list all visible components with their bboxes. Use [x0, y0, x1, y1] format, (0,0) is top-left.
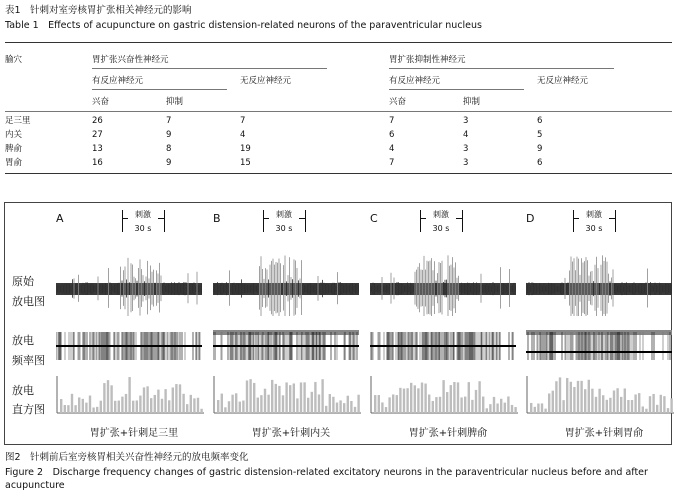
histogram-bar — [264, 389, 266, 413]
histogram-bar — [221, 394, 223, 413]
histogram-bar — [190, 395, 192, 413]
sub-header-responsive-excit: 有反应神经元 — [92, 76, 144, 86]
h-excite-2: 兴奋 — [389, 97, 407, 107]
histogram-bar — [464, 397, 466, 413]
histogram-bar — [67, 405, 69, 413]
table-row-label: 足三里 — [5, 116, 31, 126]
histogram-bar — [154, 395, 156, 413]
histogram-bar — [555, 381, 557, 413]
histogram-bar — [132, 401, 134, 413]
histogram-bar — [64, 405, 66, 413]
histogram-bar — [486, 408, 488, 413]
group-header-excitatory: 胃扩张兴奋性神经元 — [92, 55, 169, 65]
table-cell: 6 — [537, 158, 543, 168]
histogram-bar — [602, 395, 604, 413]
sub-rule-inhib — [389, 89, 524, 90]
table-cell: 6 — [537, 116, 543, 126]
histogram-bar — [496, 403, 498, 413]
histogram-bar — [424, 384, 426, 413]
histogram-bar — [385, 407, 387, 413]
stimulus-tick-right — [462, 210, 463, 232]
row-label-raw-1: 原始 — [12, 275, 34, 288]
stimulus-label: 刺激 — [426, 210, 456, 219]
row-label-hist-2: 直方图 — [12, 403, 45, 416]
histogram-bar — [660, 395, 662, 413]
table-cell: 9 — [166, 130, 172, 140]
stimulus-marker — [573, 208, 617, 238]
histogram-bar — [307, 398, 309, 413]
histogram-bar — [60, 399, 62, 413]
histogram-bar — [82, 399, 84, 413]
histogram-bar — [164, 389, 166, 413]
raw-discharge-trace — [213, 246, 359, 316]
panel-caption: 胃扩张+针刺胃俞 — [564, 428, 644, 439]
histogram-bar — [642, 406, 644, 413]
header-bottom-rule — [5, 111, 672, 112]
histogram-bar — [143, 387, 145, 413]
histogram-bar — [125, 394, 127, 413]
histogram-bar — [414, 385, 416, 413]
histogram-bar — [634, 394, 636, 413]
histogram-bar — [139, 396, 141, 413]
histogram-bar — [667, 408, 669, 413]
time-scale-label: 30 s — [432, 224, 450, 233]
histogram-bar — [638, 393, 640, 413]
histogram-bar — [645, 409, 647, 413]
table-bottom-rule — [5, 173, 672, 174]
table-cell: 4 — [463, 130, 469, 140]
histogram-bar — [541, 403, 543, 413]
table-cell: 26 — [92, 116, 103, 126]
table-cell: 4 — [389, 144, 395, 154]
histogram-bar — [146, 386, 148, 413]
discharge-histogram — [526, 374, 676, 414]
firing-rate-raster — [526, 330, 672, 362]
histogram-bar — [388, 397, 390, 413]
histogram-bar — [92, 407, 94, 413]
stimulus-tick-left — [263, 210, 264, 232]
raw-discharge-trace — [526, 246, 672, 316]
histogram-bar — [504, 403, 506, 413]
panel-letter: A — [56, 212, 64, 225]
histogram-bar — [339, 400, 341, 413]
histogram-bar — [478, 381, 480, 413]
table-cell: 19 — [240, 144, 251, 154]
table-cell: 8 — [166, 144, 172, 154]
histogram-bar — [530, 403, 532, 413]
histogram-bar — [406, 388, 408, 413]
time-scale-label: 30 s — [275, 224, 293, 233]
histogram-bar — [439, 397, 441, 413]
table-cell: 13 — [92, 144, 103, 154]
table-cell: 27 — [92, 130, 103, 140]
histogram-bar — [71, 394, 73, 413]
histogram-bar — [136, 400, 138, 413]
histogram-bar — [157, 390, 159, 413]
histogram-bar — [314, 382, 316, 413]
histogram-bar — [609, 398, 611, 413]
firing-rate-raster — [370, 330, 516, 362]
histogram-bar — [332, 397, 334, 413]
sub-rule-excit — [92, 89, 227, 90]
histogram-bar — [537, 404, 539, 413]
histogram-bar — [471, 400, 473, 413]
histogram-bar — [559, 377, 561, 413]
histogram-bar — [78, 397, 80, 413]
histogram-bar — [271, 380, 273, 413]
histogram-bar — [606, 400, 608, 413]
table-cell: 7 — [389, 116, 395, 126]
histogram-bar — [656, 405, 658, 413]
table-cell: 7 — [240, 116, 246, 126]
stimulus-marker — [122, 208, 166, 238]
figure-caption-en-1: Figure 2 Discharge frequency changes of gastric distension-related excitatory neurons in the paraventricular nucleus before and after — [5, 467, 648, 478]
group-rule-excitatory — [92, 68, 327, 69]
histogram-bar — [325, 406, 327, 413]
sub-header-nonresponsive-inhib: 无反应神经元 — [537, 76, 589, 86]
stimulus-tick-left — [573, 210, 574, 232]
row-label-rate-1: 放电 — [12, 334, 34, 347]
histogram-bar — [128, 377, 130, 413]
histogram-bar — [620, 397, 622, 413]
table-cell: 4 — [240, 130, 246, 140]
histogram-bar — [435, 397, 437, 413]
panel-caption: 胃扩张+针刺内关 — [251, 428, 331, 439]
histogram-bar — [624, 388, 626, 413]
histogram-bar — [231, 395, 233, 413]
histogram-bar — [580, 381, 582, 413]
row-label-raw-2: 放电图 — [12, 295, 45, 308]
table-cell: 9 — [166, 158, 172, 168]
histogram-bar — [450, 385, 452, 413]
discharge-histogram — [370, 374, 520, 414]
histogram-bar — [110, 385, 112, 413]
histogram-bar — [300, 382, 302, 413]
sub-header-responsive-inhib: 有反应神经元 — [389, 76, 441, 86]
histogram-bar — [534, 407, 536, 413]
histogram-bar — [257, 398, 259, 413]
histogram-bar — [100, 401, 102, 413]
histogram-bar — [175, 384, 177, 413]
histogram-bar — [172, 387, 174, 413]
group-header-inhibitory: 胃扩张抑制性神经元 — [389, 55, 466, 65]
table-cell: 7 — [389, 158, 395, 168]
histogram-bar — [652, 394, 654, 413]
table-cell: 7 — [166, 116, 172, 126]
stimulus-tick-right — [164, 210, 165, 232]
sub-header-nonresponsive-excit: 无反应神经元 — [240, 76, 292, 86]
histogram-bar — [432, 401, 434, 413]
histogram-bar — [460, 397, 462, 413]
panel-caption: 胃扩张+针刺足三里 — [89, 428, 179, 439]
histogram-bar — [489, 404, 491, 413]
histogram-bar — [591, 389, 593, 413]
histogram-bar — [457, 382, 459, 413]
table-row-label: 内关 — [5, 130, 23, 140]
table-cell: 16 — [92, 158, 103, 168]
histogram-bar — [347, 396, 349, 413]
stimulus-tick-left — [122, 210, 123, 232]
table-row-label: 脾俞 — [5, 144, 23, 154]
histogram-bar — [396, 395, 398, 413]
stimulus-label: 刺激 — [579, 210, 609, 219]
histogram-bar — [453, 382, 455, 413]
histogram-bar — [350, 401, 352, 413]
histogram-bar — [663, 396, 665, 413]
histogram-bar — [482, 397, 484, 413]
histogram-bar — [228, 401, 230, 413]
raw-discharge-trace — [56, 246, 202, 316]
histogram-bar — [249, 379, 251, 413]
histogram-bar — [267, 395, 269, 413]
histogram-bar — [197, 398, 199, 413]
table-cell: 3 — [463, 144, 469, 154]
histogram-bar — [584, 389, 586, 413]
histogram-bar — [296, 398, 298, 413]
discharge-histogram — [56, 374, 206, 414]
histogram-bar — [475, 390, 477, 413]
h-inhibit-1: 抑制 — [166, 97, 184, 107]
histogram-bar — [278, 386, 280, 413]
histogram-bar — [168, 400, 170, 413]
histogram-bar — [357, 395, 359, 413]
histogram-bar — [293, 383, 295, 413]
histogram-bar — [246, 380, 248, 413]
histogram-bar — [570, 382, 572, 413]
figure-caption-en-2: acupuncture — [5, 480, 65, 491]
histogram-bar — [354, 407, 356, 413]
histogram-bar — [318, 394, 320, 413]
histogram-bar — [378, 395, 380, 413]
histogram-bar — [311, 392, 313, 413]
stimulus-marker — [263, 208, 307, 238]
table-row-label: 胃俞 — [5, 158, 23, 168]
histogram-bar — [403, 389, 405, 413]
histogram-bar — [588, 380, 590, 413]
histogram-bar — [613, 390, 615, 413]
histogram-bar — [118, 401, 120, 413]
row-label-rate-2: 频率图 — [12, 354, 45, 367]
histogram-bar — [85, 403, 87, 413]
col-header-acupoint: 腧穴 — [5, 55, 23, 65]
histogram-bar — [285, 382, 287, 413]
histogram-bar — [260, 395, 262, 413]
histogram-bar — [275, 384, 277, 413]
histogram-bar — [421, 383, 423, 413]
histogram-bar — [289, 385, 291, 413]
histogram-bar — [107, 380, 109, 413]
histogram-bar — [552, 391, 554, 413]
firing-rate-raster — [213, 330, 359, 362]
histogram-bar — [321, 379, 323, 413]
row-label-hist-1: 放电 — [12, 384, 34, 397]
histogram-bar — [179, 384, 181, 413]
histogram-bar — [446, 392, 448, 413]
histogram-bar — [392, 394, 394, 413]
raw-discharge-trace — [370, 246, 516, 316]
histogram-bar — [161, 399, 163, 413]
table-cell: 6 — [389, 130, 395, 140]
histogram-bar — [649, 396, 651, 413]
histogram-bar — [329, 394, 331, 413]
histogram-bar — [200, 409, 202, 413]
table-top-rule — [5, 42, 672, 43]
histogram-bar — [417, 388, 419, 413]
histogram-bar — [343, 403, 345, 413]
histogram-bar — [562, 400, 564, 413]
table-cell: 9 — [537, 144, 543, 154]
table-title-cn: 表1 针刺对室旁核胃扩张相关神经元的影响 — [5, 5, 192, 16]
raw-trace-baseline — [526, 283, 672, 295]
histogram-bar — [511, 405, 513, 413]
histogram-bar — [627, 400, 629, 413]
discharge-histogram — [213, 374, 363, 414]
histogram-bar — [566, 378, 568, 413]
histogram-bar — [577, 381, 579, 413]
stimulus-tick-left — [420, 210, 421, 232]
histogram-bar — [500, 399, 502, 413]
stimulus-tick-right — [615, 210, 616, 232]
histogram-bar — [282, 395, 284, 413]
stimulus-tick-right — [305, 210, 306, 232]
histogram-bar — [121, 397, 123, 413]
histogram-bar — [670, 398, 672, 413]
table-cell: 5 — [537, 130, 543, 140]
table-title-en: Table 1 Effects of acupuncture on gastric distension-related neurons of the paraventricular nucleus — [5, 20, 482, 31]
histogram-bar — [193, 398, 195, 413]
table-cell: 3 — [463, 158, 469, 168]
histogram-bar — [217, 400, 219, 413]
table-cell: 15 — [240, 158, 251, 168]
histogram-bar — [442, 380, 444, 413]
histogram-bar — [493, 397, 495, 413]
histogram-bar — [468, 382, 470, 413]
histogram-bar — [239, 402, 241, 413]
histogram-bar — [428, 395, 430, 413]
panel-letter: B — [213, 212, 221, 225]
histogram-bar — [89, 396, 91, 413]
histogram-bar — [573, 387, 575, 413]
histogram-bar — [224, 407, 226, 413]
histogram-bar — [598, 389, 600, 413]
histogram-bar — [74, 405, 76, 413]
histogram-bar — [303, 382, 305, 413]
histogram-bar — [186, 404, 188, 413]
panel-letter: C — [370, 212, 378, 225]
histogram-bar — [410, 383, 412, 413]
histogram-bar — [548, 393, 550, 413]
histogram-bar — [381, 402, 383, 413]
histogram-bar — [631, 400, 633, 413]
histogram-bar — [253, 383, 255, 413]
stimulus-label: 刺激 — [269, 210, 299, 219]
histogram-bar — [514, 407, 516, 413]
h-excite-1: 兴奋 — [92, 97, 110, 107]
firing-rate-raster — [56, 330, 202, 362]
histogram-bar — [114, 401, 116, 413]
stimulus-marker — [420, 208, 464, 238]
stimulus-label: 刺激 — [128, 210, 158, 219]
table-cell: 3 — [463, 116, 469, 126]
histogram-bar — [399, 388, 401, 413]
histogram-bar — [150, 398, 152, 413]
time-scale-label: 30 s — [134, 224, 152, 233]
time-scale-label: 30 s — [585, 224, 603, 233]
figure-caption-cn: 图2 针刺前后室旁核胃相关兴奋性神经元的放电频率变化 — [5, 452, 249, 463]
histogram-bar — [336, 403, 338, 413]
histogram-bar — [182, 394, 184, 413]
histogram-bar — [242, 401, 244, 413]
panel-letter: D — [526, 212, 535, 225]
histogram-bar — [374, 395, 376, 413]
histogram-bar — [235, 393, 237, 413]
histogram-bar — [616, 388, 618, 413]
panel-caption: 胃扩张+针刺脾俞 — [408, 428, 488, 439]
histogram-bar — [96, 407, 98, 413]
histogram-bar — [595, 397, 597, 413]
histogram-bar — [544, 409, 546, 413]
histogram-bar — [507, 396, 509, 413]
histogram-bar — [103, 383, 105, 413]
h-inhibit-2: 抑制 — [463, 97, 481, 107]
group-rule-inhibitory — [389, 68, 614, 69]
